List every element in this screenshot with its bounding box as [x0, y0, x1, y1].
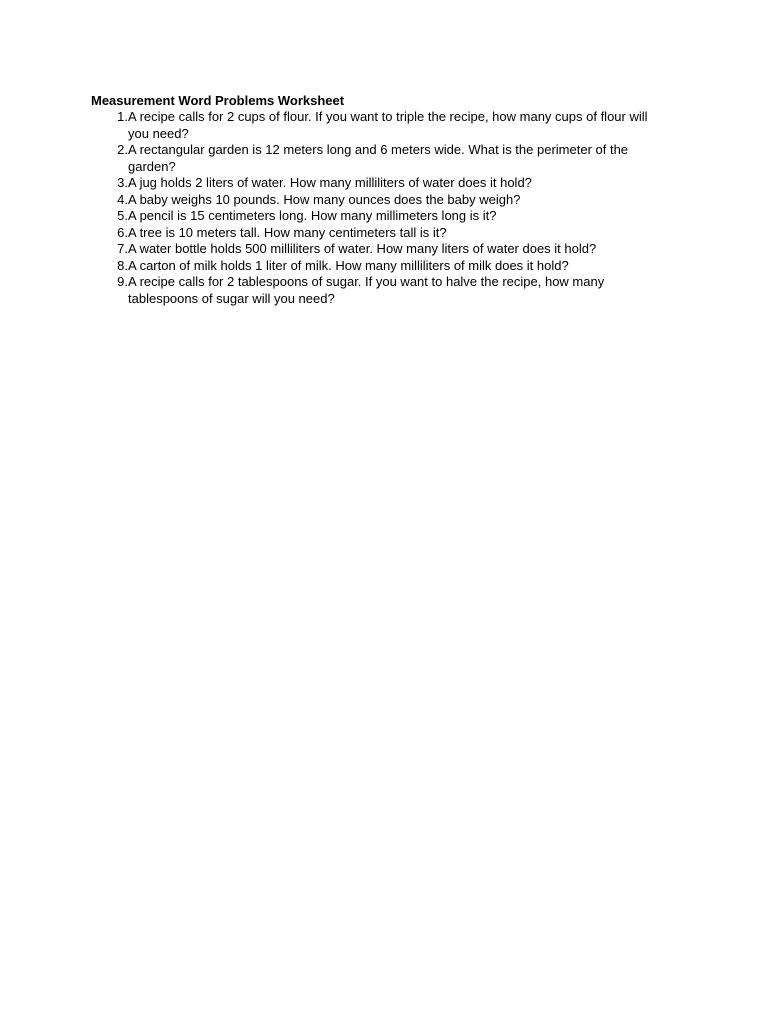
problem-item-8	[91, 258, 681, 275]
problem-list	[91, 109, 681, 307]
worksheet-title: Measurement Word Problems Worksheet	[91, 93, 345, 108]
problem-text: A tree is 10 meters tall. How many centimeters tall is it?	[128, 224, 447, 240]
problem-item-1	[91, 109, 681, 142]
problem-number: 9.	[117, 274, 128, 289]
problem-number: 1.	[117, 109, 128, 124]
problem-text: A recipe calls for 2 cups of flour. If you want to triple the recipe, how many cups of flour will you need?	[128, 109, 648, 141]
problem-text: A pencil is 15 centimeters long. How many millimeters long is it?	[128, 208, 497, 223]
worksheet-content	[91, 93, 681, 307]
problem-number: 4.	[117, 191, 128, 207]
problem-text: A baby weighs 10 pounds. How many ounces does the baby weigh?	[128, 191, 521, 207]
problem-text: A jug holds 2 liters of water. How many milliliters of water does it hold?	[128, 175, 532, 190]
problem-text: A recipe calls for 2 tablespoons of sugar. If you want to halve the recipe, how many tablespoons of sugar will you need?	[128, 274, 605, 306]
problem-number: 6.	[117, 224, 128, 240]
problem-item-6	[91, 225, 681, 242]
problem-number: 2.	[117, 142, 128, 157]
problem-text: A rectangular garden is 12 meters long and 6 meters wide. What is the perimeter of the garden?	[128, 142, 629, 174]
problem-item-9	[91, 274, 681, 307]
problem-number: 8.	[117, 257, 128, 273]
problem-number: 5.	[117, 208, 128, 223]
problem-item-5	[91, 208, 681, 225]
problem-item-3	[91, 175, 681, 192]
problem-item-2	[91, 142, 681, 175]
problem-text: A water bottle holds 500 milliliters of water. How many liters of water does it hold?	[128, 241, 597, 256]
problem-item-4	[91, 192, 681, 209]
problem-number: 3.	[117, 175, 128, 190]
problem-number: 7.	[117, 241, 128, 256]
problem-item-7	[91, 241, 681, 258]
problem-text: A carton of milk holds 1 liter of milk. How many milliliters of milk does it hold?	[128, 257, 569, 273]
